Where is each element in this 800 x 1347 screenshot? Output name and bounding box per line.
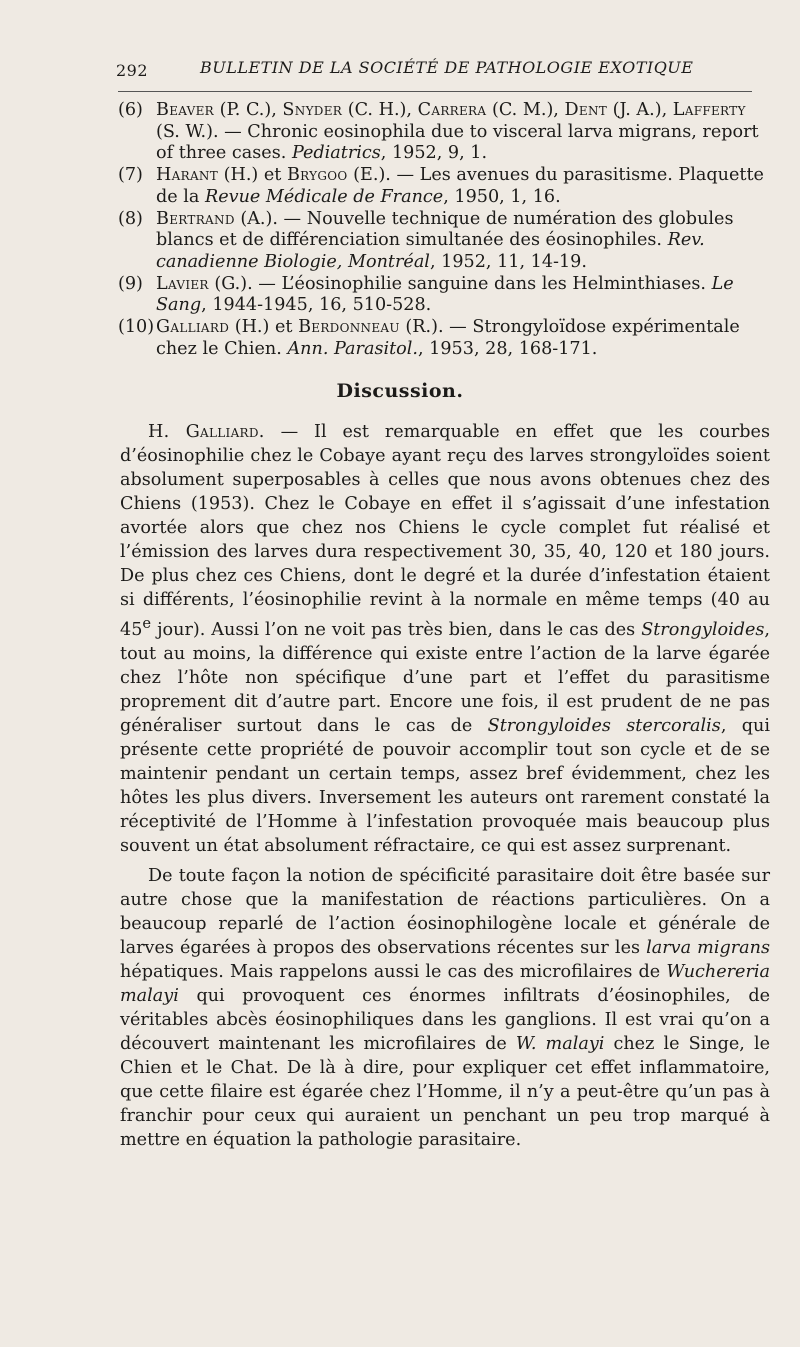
author-initials: (C. H.), [342, 100, 418, 120]
journal-title: BULLETIN DE LA SOCIÉTÉ DE PATHOLOGIE EXOTIQUE [200, 58, 694, 77]
author-initials: (J. A.), [607, 100, 673, 120]
reference-title: — Strongyloïdose expérimentale chez le Chien. [156, 317, 740, 359]
reference-title: — Chronic eosinophila due to visceral larva migrans, report of three cases. [156, 121, 759, 164]
author-name: Lavier [156, 273, 209, 294]
speaker-name: H. Galliard. [148, 422, 265, 442]
italic-term: Wuchereria malayi [120, 961, 770, 1006]
paragraph-text: , qui présente cette propriété de pouvoir accomplir tout son cycle et de se maintenir pendant un certain temps, assez bref évidemment, chez les hôtes les plus divers. Inversement les auteurs ont rarement constaté la réceptivité de l’Homme à l’infestation provoquée mais beaucoup plus souvent un état absolument réfractaire, ce qui est assez surprenant. [120, 715, 770, 856]
reference-number: (7) [118, 165, 143, 186]
section-heading: Discussion. [336, 380, 464, 402]
reference-number: (6) [118, 100, 143, 120]
header-rule [118, 91, 752, 92]
reference-citation: , 1944-1945, 16, 510-528. [201, 295, 432, 316]
paragraph-text: — Il est remarquable en effet que les courbes d’éosinophilie chez le Cobaye ayant reçu des larves strongyloïdes soient absolument superposables à celles que nous avons obtenues chez des Chiens (1953). Chez le Cobaye en effet il s’agissait d’une infestation avortée alors que chez nos Chiens le cycle complet fut réalisé et l’émission des larves dura respectivement 30, 35, 40, 120 et 180 jours. De plus chez ces Chiens, dont le degré et la durée d’infestation étaient si différents, l’éosinophilie revint à la normale en même temps (40 au 45 [120, 422, 770, 640]
author-name: Carrera [417, 100, 487, 120]
reference-title: — L’éosinophilie sanguine dans les Helminthiases. [252, 273, 712, 294]
paragraph-text: De toute façon la notion de spécificité parasitaire doit être basée sur autre chose que la manifestation de réactions particulières. On a beaucoup reparlé de l’action éosinophilogène locale et générale de larves égarées à propos des observations récentes sur les [120, 865, 770, 958]
reference-number: (8) [118, 208, 143, 229]
discussion-body [120, 420, 770, 1152]
reference-item [118, 100, 768, 165]
paragraph-text: jour). Aussi l’on ne voit pas très bien, dans le cas des [151, 619, 642, 640]
author-name: Beaver [156, 100, 215, 120]
reference-citation: , 1953, 28, 168-171. [417, 338, 598, 359]
reference-source: Ann. Parasitol. [287, 338, 418, 359]
author-name: Lafferty [672, 100, 746, 120]
reference-list [118, 100, 768, 360]
reference-number: (10) [118, 317, 155, 338]
reference-item [118, 209, 768, 274]
reference-citation: , 1952, 9, 1. [380, 143, 488, 164]
author-initials: (S. W.). [156, 121, 219, 142]
reference-title: — Les avenues du parasitisme. Plaquette de la [156, 165, 764, 207]
discussion-paragraph [120, 864, 770, 1152]
author-initials: (G.). [208, 273, 253, 294]
paragraph-text: , tout au moins, la différence qui existe entre l’action de la larve égarée chez l’hôte non spécifique d’une part et l’effet du parasitisme proprement dit d’autre part. Encore une fois, il est prudent de ne pas généraliser surtout dans le cas de [120, 619, 770, 736]
reference-item [118, 274, 768, 317]
superscript: e [142, 615, 152, 632]
author-name: Galliard [156, 317, 230, 338]
italic-term: larva migrans [646, 937, 770, 958]
italic-term: Strongyloides stercoralis [487, 715, 721, 736]
author-initials: (C. M.), [486, 100, 565, 120]
reference-source: Revue Médicale de France [204, 186, 444, 207]
paragraph-text: hépatiques. Mais rappelons aussi le cas des microfilaires de [120, 961, 667, 982]
author-name: Harant [156, 165, 219, 186]
author-name: Brygoo [286, 165, 348, 186]
author-initials: (A.). [234, 208, 278, 229]
reference-title: — Nouvelle technique de numération des globules blancs et de différenciation simultanée des éosinophiles. [156, 208, 734, 251]
reference-item [118, 317, 768, 360]
reference-item [118, 165, 768, 208]
italic-term: W. malayi [515, 1033, 605, 1054]
author-initials: (E.). [347, 165, 391, 186]
paragraph-text: qui provoquent ces énormes infiltrats d’éosinophiles, de véritables abcès éosinophiliques dans les ganglions. Il est vrai qu’on a découvert maintenant les microfilaires de [120, 985, 770, 1054]
reference-citation: , 1952, 11, 14-19. [429, 251, 587, 272]
reference-source: Pediatrics [291, 143, 381, 164]
author-initials: (H.) et [218, 165, 287, 186]
author-name: Dent [564, 100, 608, 120]
discussion-paragraph [120, 420, 770, 858]
author-initials: (P. C.), [214, 100, 283, 120]
page-number: 292 [116, 61, 149, 80]
reference-number: (9) [118, 273, 143, 294]
author-initials: (H.) et [229, 317, 299, 338]
author-initials: (R.). [399, 317, 444, 338]
author-name: Snyder [282, 100, 343, 120]
author-name: Berdonneau [298, 317, 400, 338]
reference-source: Le Sang [156, 273, 734, 316]
author-name: Bertrand [156, 208, 235, 229]
paragraph-text: chez le Singe, le Chien et le Chat. De là à dire, pour expliquer cet effet inflammatoire, que cette filaire est égarée chez l’Homme, il n’y a peut-être qu’un pas à franchir pour ceux qui auraient un penchant un peu trop marqué à mettre en équation la pathologie parasitaire. [120, 1033, 771, 1150]
reference-source: Rev. canadienne Biologie, Montréal [156, 230, 705, 272]
italic-term: Strongyloides [641, 619, 765, 640]
reference-citation: , 1950, 1, 16. [443, 186, 561, 207]
